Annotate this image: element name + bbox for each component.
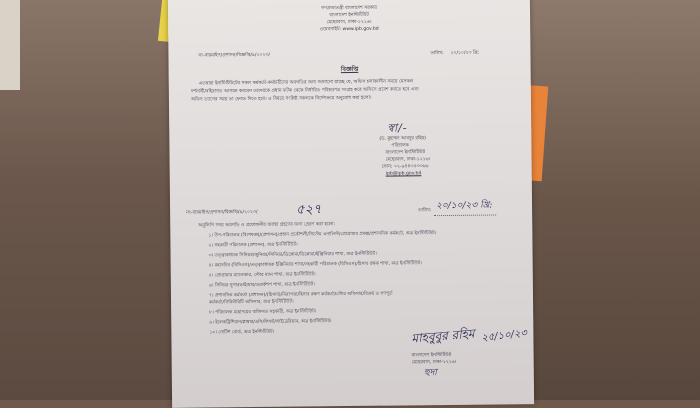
distribution-item: ৬। সিনিয়র সুপারভাইজার/ওয়ার্কশপ শাখা, অত্র ইনস্টিটিউট।: [208, 282, 315, 289]
signer-phone: ফোন: ০২-৯৪৪৩৫৩৩৬৬: [381, 164, 429, 170]
distribution-item: ২। সহকারী পরিচালক (প্রশাসন), অত্র ইনস্টিটিউট।: [208, 242, 298, 249]
background-right: [520, 0, 700, 400]
distribution-item: ১। উপ-পরিচালক (বিশেষজ্ঞ)/(প্রশাসন)/প্রধান প্রকৌশলী/সিস্টেম এনালিস্ট/প্রোগ্রামার প্রকল্প/প্রশাসনিক কর্মকর্তা, অত্র ইনস্টিটিউট।: [208, 231, 437, 239]
body-line-3: অফিস ত্যাগের সময় তা ফেরত দিতে হবে। এ বিষয়ে সংশ্লিষ্ট সকলকে নির্দেশক্রমে অনুরোধ করা হলো।: [190, 95, 372, 103]
header-line-1: গণপ্রজাতন্ত্রী বাংলাদেশ সরকার: [321, 5, 377, 12]
date-bottom-handwritten: ২০/১০/২৩ খ্রি:: [436, 200, 493, 212]
header-line-2: বাংলাদেশ ইনস্টিটিউট: [329, 12, 369, 19]
header-website: ওয়েবসাইট: www.ipb.gov.bd: [319, 26, 379, 33]
date-top-value: ২০/১০/২৩ খ্রি:: [450, 50, 480, 56]
distribution-item: ৯। ইলেকট্রিশিয়ান/প্লাম্বার/এসি/লিফট/লাইব্রেরিয়ান, অত্র ইনস্টিটিউট।: [209, 319, 332, 326]
signer-bottom-address: মেহেরবাগ, ঢাকা-১২১৬।: [411, 359, 457, 366]
signer-office: বাংলাদেশ ইনস্টিটিউট: [385, 150, 426, 156]
distribution-item: কর্মকর্তা/সিকিউরিটি অফিসার, অত্র ইনস্টিটিউট।: [209, 299, 294, 306]
signer-designation: পরিচালক: [391, 143, 409, 149]
signer-email: ipb@ipb.gov.bd: [385, 171, 422, 177]
body-line-2: দর্শনার্থী/বহিরাগত আগমন করবেন তাদেরকে প্রধান ফটক থেকে নির্ধারিত পরিচয়পত্র সংগ্রহ করে অফিসে প্রবেশ করতে হবে এবং: [190, 87, 419, 95]
notice-title: বিজ্ঞপ্তি: [340, 65, 359, 74]
memo-number-bottom: নং-বারমাইপ/প্রশাসন/বিজ্ঞপ্তি/৯/২০২৩/: [186, 209, 258, 216]
signer-bottom-office: বাংলাদেশ ইনস্টিটিউট: [411, 352, 452, 359]
distribution-item: ১০। নোটিশ বোর্ড, অত্র ইনস্টিটিউট।: [209, 329, 275, 336]
paper-edge-left: [0, 0, 20, 90]
distribution-item: ৩। তত্ত্বাবধায়ক সিনিয়র/জুনিয়র/সিনিয়র/ডিপ্লোমা/ডিপ্লোমা/ইঞ্জিনিয়ার শাখা, অত্র ইনস্টিটিউট।: [208, 251, 377, 259]
date-underline: [434, 214, 496, 216]
notice-document: [168, 0, 534, 408]
header-line-3: মেহেরবাগ, ঢাকা-১২১৬।: [326, 19, 372, 26]
date-top-label: তারিখ:: [430, 51, 444, 57]
distribution-item: ৮। পরিচালক মহোদয়ের ব্যক্তিগত সহকারী, অত্র ইনস্টিটিউট।: [209, 309, 317, 316]
distribution-item: ৪। মহাসচিব (বিসিএস)/তত্ত্বাবধায়ক ইঞ্জিনিয়ার শাখা/সহকারী পরিচালক (বিসিএস)/হিসাব রক্ষক শাখা, অত্র ইনস্টিটিউট।: [208, 261, 422, 269]
distribution-intro: অনুলিপি সদয় অবগতি ও প্রয়োজনীয় ব্যবস্থা গ্রহণের জন্য প্রেরণ করা হলো:: [198, 222, 336, 229]
signer-name: (ড. মুহাম্মদ আবদুর রহিম): [379, 136, 426, 142]
signer-address: মেহেরবাগ, ঢাকা-১২১৬।: [385, 157, 431, 163]
signature-bottom-date: ২৫/১০/২৩: [480, 327, 528, 344]
memo-number-top: নং-বারমাইপ/প্রশাসন/বিজ্ঞপ্তি/৯/২০২৩/: [198, 52, 270, 59]
background-left: [0, 0, 175, 400]
signature-top: স্বা/-: [387, 121, 408, 135]
body-line-1: এতদ্বারা ইনস্টিটিউটের সকল কর্মকর্তা-কর্মচারীদের অবগতির জন্য জানানো যাচ্ছে যে, অফিস চলাকালীন সময়ে যেসকল: [198, 79, 414, 87]
signature-bottom-handwritten: মাহবুবুর রহিম: [410, 326, 476, 346]
date-bottom-label: তারিখ:: [418, 208, 432, 214]
distribution-item: ৭। প্রশাসনিক কর্মকর্তা (প্রশাসন)/(হিসাব)/নিরাপত্তা/হিসাব রক্ষণ কর্মকর্তা/স্টোর অফিসার/বিক্রয় ও গণপূর্ত: [208, 291, 393, 299]
distribution-item: ৫। প্রোগ্রামার ম্যানেজার, স্টোর ম্যান শাখা, অত্র ইনস্টিটিউট।: [208, 272, 316, 279]
initials-handwritten: হুদা: [423, 368, 437, 379]
memo-number-handwritten: ৫২৭: [296, 202, 322, 218]
